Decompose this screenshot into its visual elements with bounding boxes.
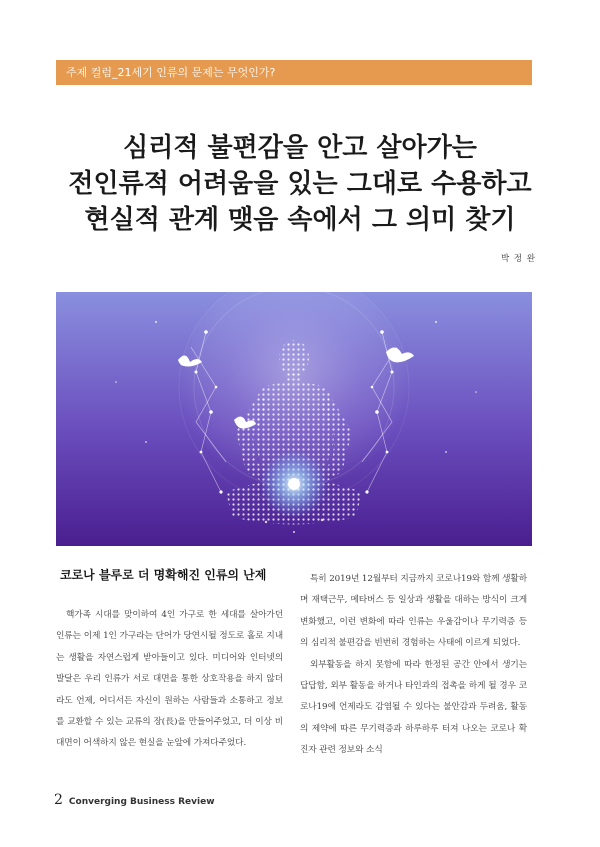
banner-label: 주제 컬럼_21세기 인류의 문제는 무엇인가? xyxy=(66,66,276,79)
body-paragraph: 외부활동을 하지 못함에 따라 한정된 공간 안에서 생기는 답답함, 외부 활동을 하거나 타인과의 접촉을 하게 될 경우 코로나19에 언제라도 감염될 수 있다는 불안감과 두려움, 활동의 제약에 따른 무기력증과 하루하루 터져 나오는 코로나 확진자 관련 정보와 소식 xyxy=(300,659,527,756)
headline-line: 심리적 불편감을 안고 살아가는 xyxy=(123,133,477,163)
page-footer xyxy=(54,792,215,808)
headline-line: 현실적 관계 맺음 속에서 그 의미 찾기 xyxy=(84,205,516,235)
column-category-banner xyxy=(56,60,532,85)
body-paragraph: 핵가족 시대를 맞이하여 4인 가구로 한 세대를 살아가던 인류는 이제 1인 가구라는 단어가 당연시될 정도로 홀로 지내는 생활을 자연스럽게 받아들이고 있다. 미디어와 인터넷의 발달은 우리 인류가 서로 대면을 통한 상호작용을 하지 않더라도 언제, 어디서든 자신이 원하는 사람들과 소통하고 정보를 교환할 수 있는 교류의 장(長)을 만들어주었고, 더 이상 비대면이 어색하지 않은 현실을 눈앞에 가져다주었다. xyxy=(56,610,283,749)
hero-illustration xyxy=(56,292,532,546)
left-column xyxy=(56,566,283,755)
section-heading: 코로나 블루로 더 명확해진 인류의 난제 xyxy=(60,568,267,582)
page-number: 2 xyxy=(54,792,63,808)
headline-line: 전인류적 어려움을 있는 그대로 수용하고 xyxy=(68,169,532,199)
body-paragraph: 특히 2019년 12월부터 지금까지 코로나19와 함께 생활하며 재택근무, 메타버스 등 일상과 생활을 대하는 방식이 크게 변화했고, 이런 변화에 따라 인류는 우울감이나 무기력증 등의 심리적 불편감을 빈번히 경험하는 사태에 이르게 되었다. xyxy=(300,574,527,649)
journal-name: Converging Business Review xyxy=(68,797,215,807)
author-name: 박 정 완 xyxy=(500,254,536,264)
meditating-figure-icon xyxy=(56,292,532,546)
right-column xyxy=(300,569,527,762)
article-headline xyxy=(40,130,560,238)
